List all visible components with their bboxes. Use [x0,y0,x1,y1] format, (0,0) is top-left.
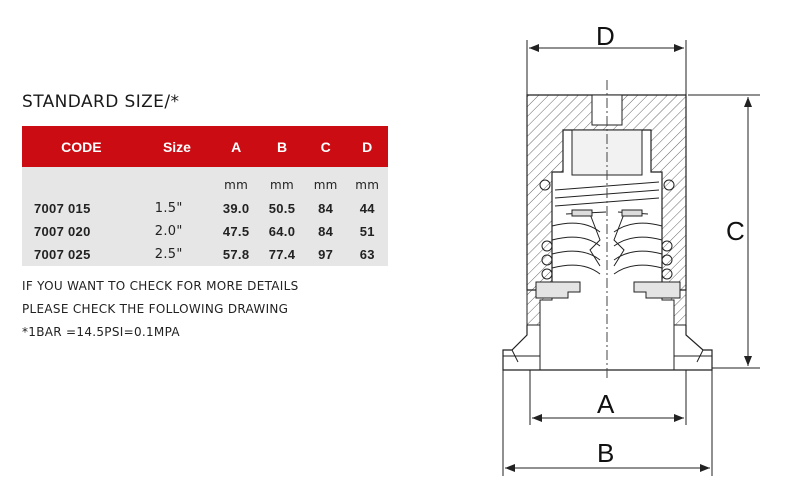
table-row [22,197,388,220]
standard-size-table [22,126,388,266]
cell-b: 64.0 [268,223,296,239]
dimension-c [688,95,760,368]
unit-c: mm [313,177,338,192]
label-d: D [596,21,615,51]
header-code: CODE [22,126,141,167]
header-c: C [305,126,347,167]
table-header-row [22,126,388,167]
cell-a: 39.0 [222,200,250,216]
cell-d: 51 [359,223,375,239]
cell-size: 2.5" [154,246,183,262]
header-size: Size [141,126,213,167]
cell-size: 2.0" [154,223,183,239]
cell-a: 57.8 [222,246,250,262]
unit-size [141,167,213,197]
units-row [22,167,388,197]
cell-code: 7007 025 [34,246,91,262]
cell-d: 44 [359,200,375,216]
label-a: A [597,389,615,419]
unit-d: mm [355,177,380,192]
dimension-b [503,370,712,476]
dimension-a [530,370,686,425]
unit-a: mm [224,177,249,192]
header-a: A [213,126,259,167]
cell-d: 63 [359,246,375,262]
header-b: B [259,126,305,167]
note-line-1: IF YOU WANT TO CHECK FOR MORE DETAILS [22,279,299,293]
page-title: STANDARD SIZE/* [22,92,180,112]
cell-c: 84 [318,223,334,239]
cell-code: 7007 020 [34,223,91,239]
cell-c: 97 [318,246,334,262]
cell-code: 7007 015 [34,200,91,216]
unit-code [22,167,141,197]
header-d: D [346,126,388,167]
cell-b: 50.5 [268,200,296,216]
cell-size: 1.5" [154,200,183,216]
note-line-3: *1BAR =14.5PSI=0.1MPA [22,325,180,339]
table-row [22,243,388,266]
cell-b: 77.4 [268,246,296,262]
label-b: B [597,438,615,468]
table-row [22,220,388,243]
cell-a: 47.5 [222,223,250,239]
note-line-2: PLEASE CHECK THE FOLLOWING DRAWING [22,302,289,316]
cell-c: 84 [318,200,334,216]
label-c: C [726,216,745,246]
unit-b: mm [270,177,294,192]
valve-cross-section-drawing [490,0,800,496]
